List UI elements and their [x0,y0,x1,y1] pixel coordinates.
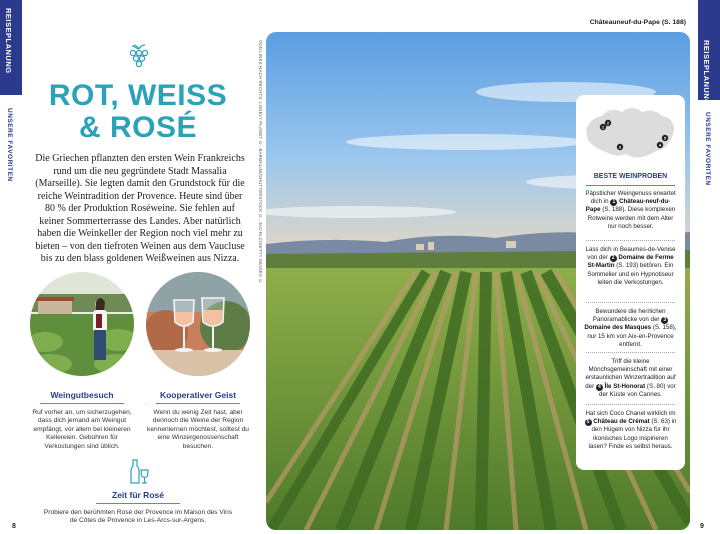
feature-heading-cooperative: Kooperativer Geist [159,390,237,400]
grape-icon [126,43,152,73]
map-marker-2: 2 [606,120,610,126]
photo-caption-reference: Châteauneuf-du-Pape (S. 188) [589,19,686,26]
left-tab-label: REISEPLANUNG [4,8,13,74]
feature-text-cooperative: Wenn du wenig Zeit hast, aber dennoch die Weine der Region kennenlernen möchtest, solltest du eine Winzergenossenschaft besuchen. [147,409,249,450]
provence-map [580,100,680,166]
tip-text: (S. 80) vor der Küste von Cannes. [599,382,676,398]
map-marker-3: 3 [618,144,622,150]
map-marker-1: 1 [601,124,605,130]
right-tab-label: REISEPLANUNG [702,40,711,106]
tip-place: Domaine des Masques [584,324,652,332]
tip-place: Domaine de Ferme St-Martin [587,254,674,270]
tip-place: Île St-Honorat [604,382,646,390]
wine-bottle-glass-icon [128,458,150,486]
box-heading: BESTE WEINPROBEN [593,173,668,180]
tip-place: Château de Crémat [593,418,650,426]
feature-text-rose-time: Probiere den berühmten Rosé der Provence im Maison des Vins de Côtes de Provence in Les-Arcs-sur-Argens. [43,509,233,525]
tip-item [584,246,677,287]
page-title [30,80,246,144]
intro-paragraph: Die Griechen pflanzten den ersten Wein Frankreichs rund um die neu gegründete Stadt Massalia (Marseille). Sie legten damit den Grundstock für die reiche Weintradition der Provence. Heute sind über 80 % der Produktion Roséweine. Sie fehlen auf keiner Sommerterrasse des Landes. Aber natürlich haben die Weinkeller der Region noch viel mehr zu bieten – von den tiefroten Weinen aus dem Vaucluse bis zu den blass goldenen Weißweinen aus Nizza. [35,153,245,264]
tip-number: 5 [585,419,592,426]
tip-text: Lass dich in Beaumes-de-Venise von der [585,246,676,262]
left-sub-label: UNSERE FAVORITEN [6,108,13,182]
vineyard-visit-photo [30,272,134,376]
tip-text: Bewundere die herrlichen Panoramablicke von der [592,308,666,324]
tip-text: Triff die kleine Mönchsgemeinschaft mit einer erstaunlichen Winzertradition auf der [585,358,676,390]
tip-text: Päpstlicher Weingenuss erwartet dich in [585,190,676,206]
rose-glasses-photo [146,272,250,376]
tip-item [584,190,677,231]
divider [586,240,675,241]
tip-text: (S. 63) in den Hügeln von Nizza für ihr ikonisches Logo inspirieren lasen? Finde es selbst heraus. [588,418,677,450]
tip-number: 2 [610,255,617,262]
tip-item [584,410,677,451]
tip-item [584,358,677,399]
title-line-1: ROT, WEISS [48,79,228,112]
page-number-left: 8 [12,523,16,530]
map-marker-4: 4 [658,142,662,148]
tip-text: (S. 193) betören. Ein Sommelier und ein Hypnotiseur leiten die Verkostungen. [587,262,674,286]
title-line-2: & ROSÉ [78,111,198,144]
tip-number: 4 [596,384,603,391]
divider [586,404,675,405]
divider [586,302,675,303]
tip-place: Château-neuf-du-Pape [585,198,671,214]
divider [96,503,180,504]
divider [156,403,240,404]
divider [586,352,675,353]
right-sub-label: UNSERE FAVORITEN [704,112,711,186]
tip-number: 3 [661,317,668,324]
divider [586,185,675,186]
divider [40,403,124,404]
tip-text: Hat sich Coco Chanel wirklich im [585,410,676,417]
photo-credit: VON LINKS NACH RECHTS: LONELY PLANET ©, BARMALINI/SHUTTERSTOCK ©, JAC-ELC/GETTY IMAGES © [258,40,263,284]
map-marker-5: 5 [663,135,667,141]
tip-text: (S. 158), nur 15 km von Aix-en-Provence entfernt. [587,324,677,348]
tip-number: 1 [610,199,617,206]
feature-heading-vineyard-visit: Weingutbesuch [50,390,114,400]
left-page [0,0,262,534]
tip-item [584,308,677,349]
feature-heading-rose-time: Zeit für Rosé [112,490,164,500]
tip-text: (S. 188). Diese komplexen Rotweine werden mit dem Alter nur noch besser. [587,206,676,230]
feature-text-vineyard-visit: Ruf vorher an, um sicherzugehen, dass dich jemand am Weingut empfängt, vor allem bei kleineren Kellereien. Gebühren für Verkostungen sind üblich. [32,409,132,450]
page-number-right: 9 [700,523,704,530]
